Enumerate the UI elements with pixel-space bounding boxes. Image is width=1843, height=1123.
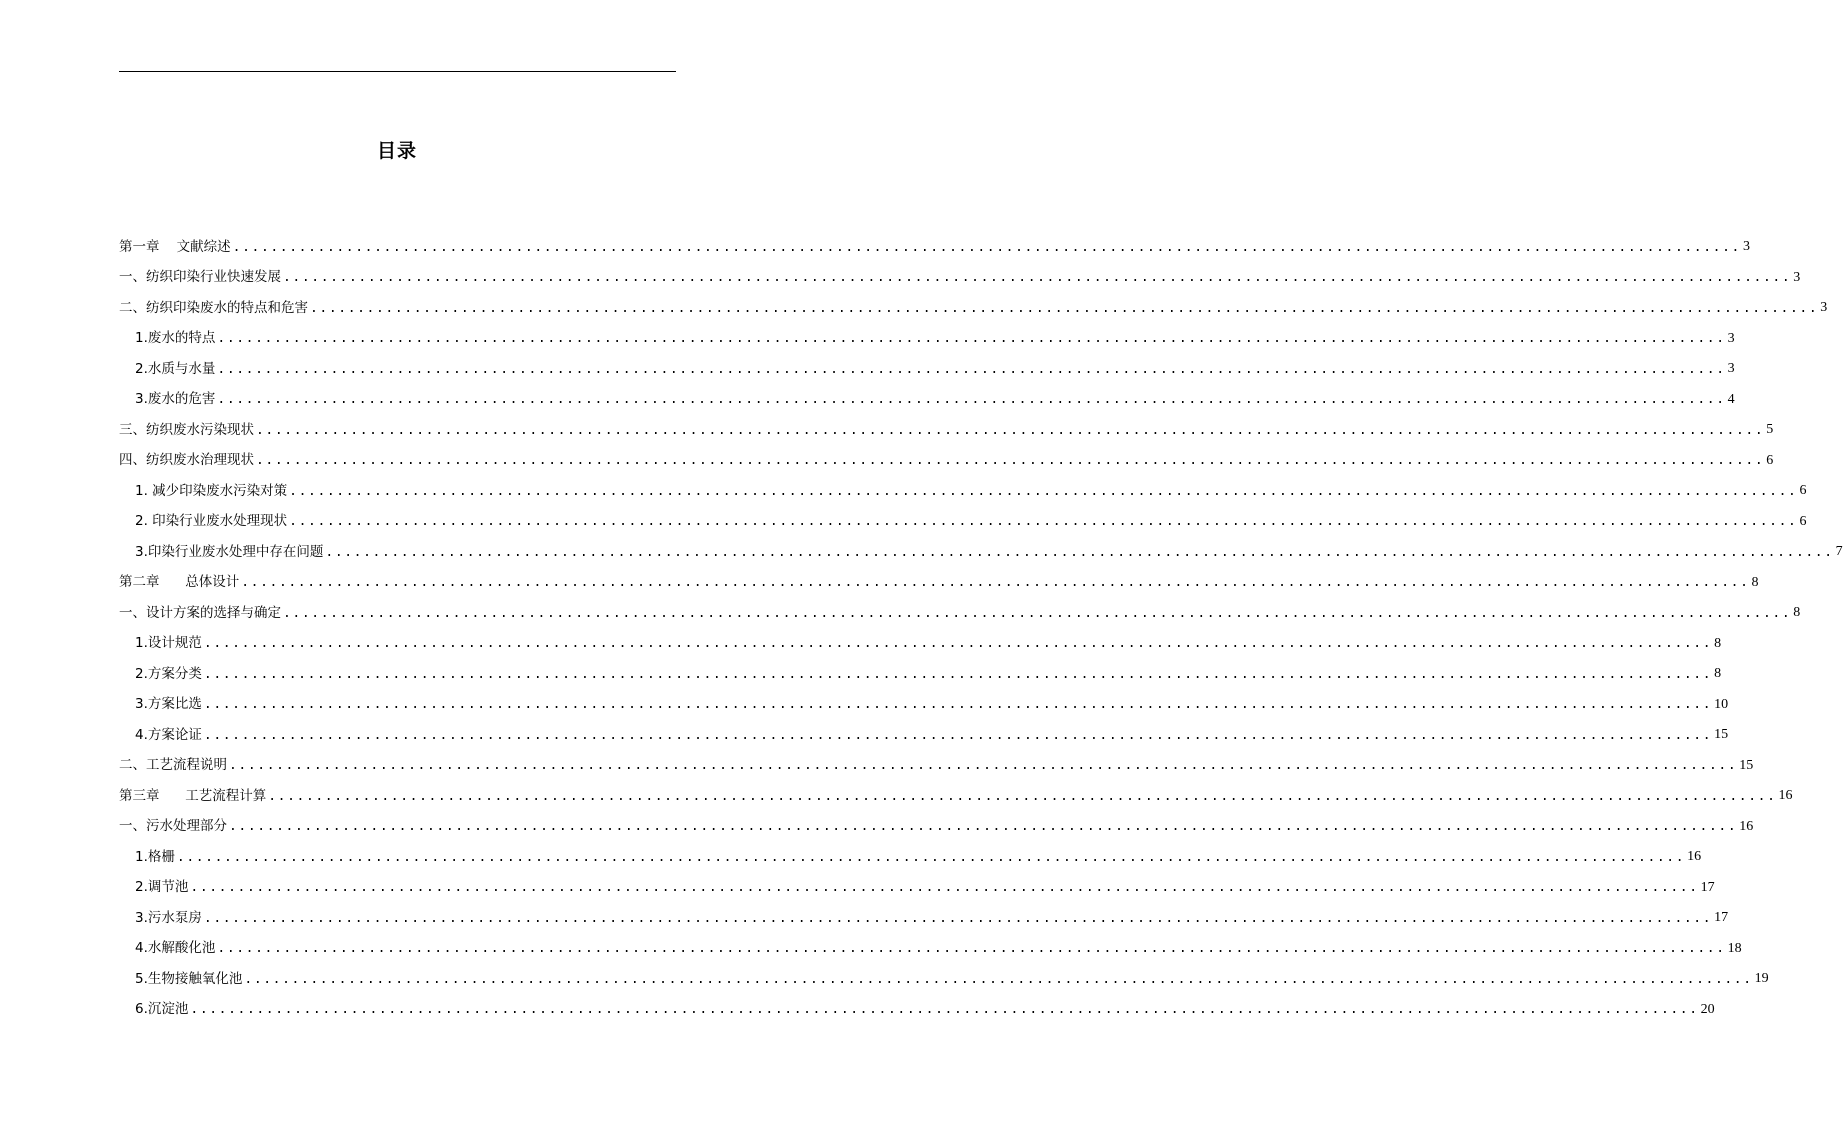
toc-entry-label: 一、纺织印染行业快速发展	[119, 269, 281, 285]
toc-page-number: 3	[1820, 300, 1828, 316]
toc-page-number: 10	[1714, 696, 1729, 712]
toc-entry[interactable]	[119, 537, 1843, 568]
toc-page-number: 7	[1835, 544, 1843, 560]
toc-dot-leader: ................................................................................................................................................................	[203, 697, 1713, 713]
toc-entry-label: 3.污水泵房	[135, 909, 202, 926]
toc-entry-label: 四、纺织废水治理现状	[119, 452, 254, 468]
toc-entry[interactable]	[119, 964, 1769, 995]
toc-page-number: 6	[1766, 452, 1774, 468]
table-of-contents	[119, 232, 1843, 1025]
toc-page-number: 5	[1766, 422, 1774, 438]
toc-entry-label: 三、纺织废水污染现状	[119, 421, 254, 438]
toc-entry-label: 2. 印染行业废水处理现状	[135, 513, 288, 529]
toc-entry[interactable]	[119, 842, 1702, 873]
toc-dot-leader: ................................................................................................................................................................	[203, 636, 1713, 652]
toc-entry[interactable]	[119, 659, 1722, 690]
toc-entry-label: 1.废水的特点	[135, 330, 216, 346]
toc-dot-leader: ................................................................................................................................................................	[268, 788, 1777, 804]
toc-dot-leader: ................................................................................................................................................................	[217, 941, 1726, 957]
toc-entry[interactable]	[119, 415, 1774, 446]
toc-entry[interactable]	[119, 995, 1715, 1026]
toc-entry-label: 2.调节池	[135, 879, 189, 895]
toc-entry[interactable]	[119, 598, 1801, 629]
toc-entry-label: 2.水质与水量	[135, 360, 216, 377]
toc-page-number: 20	[1700, 1001, 1715, 1017]
toc-entry-label: 第二章 总体设计	[119, 574, 240, 590]
toc-entry-label: 3.印染行业废水处理中存在问题	[135, 543, 324, 560]
toc-dot-leader: ................................................................................................................................................................	[203, 727, 1713, 743]
toc-dot-leader: ................................................................................................................................................................	[190, 1002, 1699, 1018]
toc-entry[interactable]	[119, 781, 1793, 812]
toc-entry[interactable]	[119, 873, 1715, 904]
toc-entry[interactable]	[119, 629, 1722, 660]
toc-entry-label: 4.方案论证	[135, 726, 202, 743]
toc-page-number: 3	[1742, 239, 1750, 255]
toc-dot-leader: ................................................................................................................................................................	[190, 880, 1699, 896]
toc-entry[interactable]	[119, 232, 1750, 263]
toc-dot-leader: ................................................................................................................................................................	[244, 971, 1753, 987]
toc-entry-label: 二、纺织印染废水的特点和危害	[119, 299, 308, 316]
toc-dot-leader: ................................................................................................................................................................	[217, 361, 1726, 377]
toc-entry-label: 一、设计方案的选择与确定	[119, 604, 281, 621]
toc-dot-leader: ................................................................................................................................................................	[310, 300, 1819, 316]
toc-dot-leader: ................................................................................................................................................................	[325, 544, 1834, 560]
toc-entry[interactable]	[119, 446, 1774, 477]
toc-entry-label: 1.格栅	[135, 848, 175, 865]
toc-dot-leader: ................................................................................................................................................................	[232, 239, 1741, 255]
toc-entry[interactable]	[119, 476, 1807, 507]
toc-page-number: 15	[1739, 757, 1754, 773]
toc-page-number: 8	[1714, 666, 1722, 682]
toc-page-number: 17	[1714, 910, 1729, 926]
toc-dot-leader: ................................................................................................................................................................	[229, 819, 1738, 835]
toc-dot-leader: ................................................................................................................................................................	[217, 331, 1726, 347]
page-title: 目录	[376, 140, 417, 162]
toc-page-number: 18	[1727, 940, 1742, 956]
toc-entry-label: 第三章 工艺流程计算	[119, 787, 267, 804]
toc-entry[interactable]	[119, 720, 1729, 751]
toc-page-number: 15	[1714, 727, 1729, 743]
toc-page-number: 3	[1793, 269, 1801, 285]
toc-dot-leader: ................................................................................................................................................................	[176, 849, 1686, 865]
toc-entry-label: 1.设计规范	[135, 635, 202, 651]
toc-page-number: 19	[1754, 971, 1769, 987]
toc-entry[interactable]	[119, 568, 1759, 599]
toc-entry[interactable]	[119, 324, 1735, 355]
toc-entry-label: 5.生物接触氧化池	[135, 970, 243, 987]
toc-entry-label: 一、污水处理部分	[119, 818, 227, 834]
toc-entry[interactable]	[119, 751, 1754, 782]
toc-page-number: 6	[1799, 483, 1807, 499]
toc-page-number: 3	[1727, 361, 1735, 377]
toc-dot-leader: ................................................................................................................................................................	[241, 575, 1750, 591]
toc-dot-leader: ................................................................................................................................................................	[283, 605, 1792, 621]
toc-page-number: 4	[1727, 391, 1735, 407]
toc-entry[interactable]	[119, 385, 1735, 416]
toc-page-number: 8	[1751, 574, 1759, 590]
toc-entry[interactable]	[119, 507, 1807, 538]
toc-entry-label: 3.方案比选	[135, 696, 202, 712]
toc-page-number: 16	[1778, 788, 1793, 804]
toc-entry[interactable]	[119, 812, 1754, 843]
toc-dot-leader: ................................................................................................................................................................	[217, 392, 1726, 408]
toc-entry-label: 2.方案分类	[135, 665, 202, 682]
toc-dot-leader: ................................................................................................................................................................	[203, 910, 1713, 926]
toc-entry[interactable]	[119, 690, 1729, 721]
toc-page-number: 8	[1714, 635, 1722, 651]
toc-entry-label: 3.废水的危害	[135, 391, 216, 407]
toc-page-number: 16	[1687, 849, 1702, 865]
toc-entry[interactable]	[119, 354, 1735, 385]
toc-entry-label: 4.水解酸化池	[135, 940, 216, 956]
toc-entry[interactable]	[119, 263, 1801, 294]
toc-dot-leader: ................................................................................................................................................................	[256, 422, 1765, 438]
toc-dot-leader: ................................................................................................................................................................	[289, 483, 1798, 499]
header-rule	[119, 71, 676, 72]
toc-entry[interactable]	[119, 293, 1828, 324]
toc-dot-leader: ................................................................................................................................................................	[283, 270, 1792, 286]
toc-entry[interactable]	[119, 903, 1729, 934]
toc-entry-label: 6.沉淀池	[135, 1001, 189, 1017]
toc-entry[interactable]	[119, 934, 1742, 965]
toc-page-number: 6	[1799, 513, 1807, 529]
toc-page-number: 16	[1739, 818, 1754, 834]
toc-entry-label: 二、工艺流程说明	[119, 757, 227, 773]
toc-dot-leader: ................................................................................................................................................................	[229, 758, 1738, 774]
toc-page-number: 3	[1727, 330, 1735, 346]
toc-dot-leader: ................................................................................................................................................................	[203, 666, 1713, 682]
toc-entry-label: 1. 减少印染废水污染对策	[135, 482, 288, 499]
toc-dot-leader: ................................................................................................................................................................	[289, 514, 1798, 530]
toc-page-number: 17	[1700, 879, 1715, 895]
toc-page-number: 8	[1793, 605, 1801, 621]
toc-dot-leader: ................................................................................................................................................................	[256, 453, 1765, 469]
toc-entry-label: 第一章 文献综述	[119, 238, 231, 255]
